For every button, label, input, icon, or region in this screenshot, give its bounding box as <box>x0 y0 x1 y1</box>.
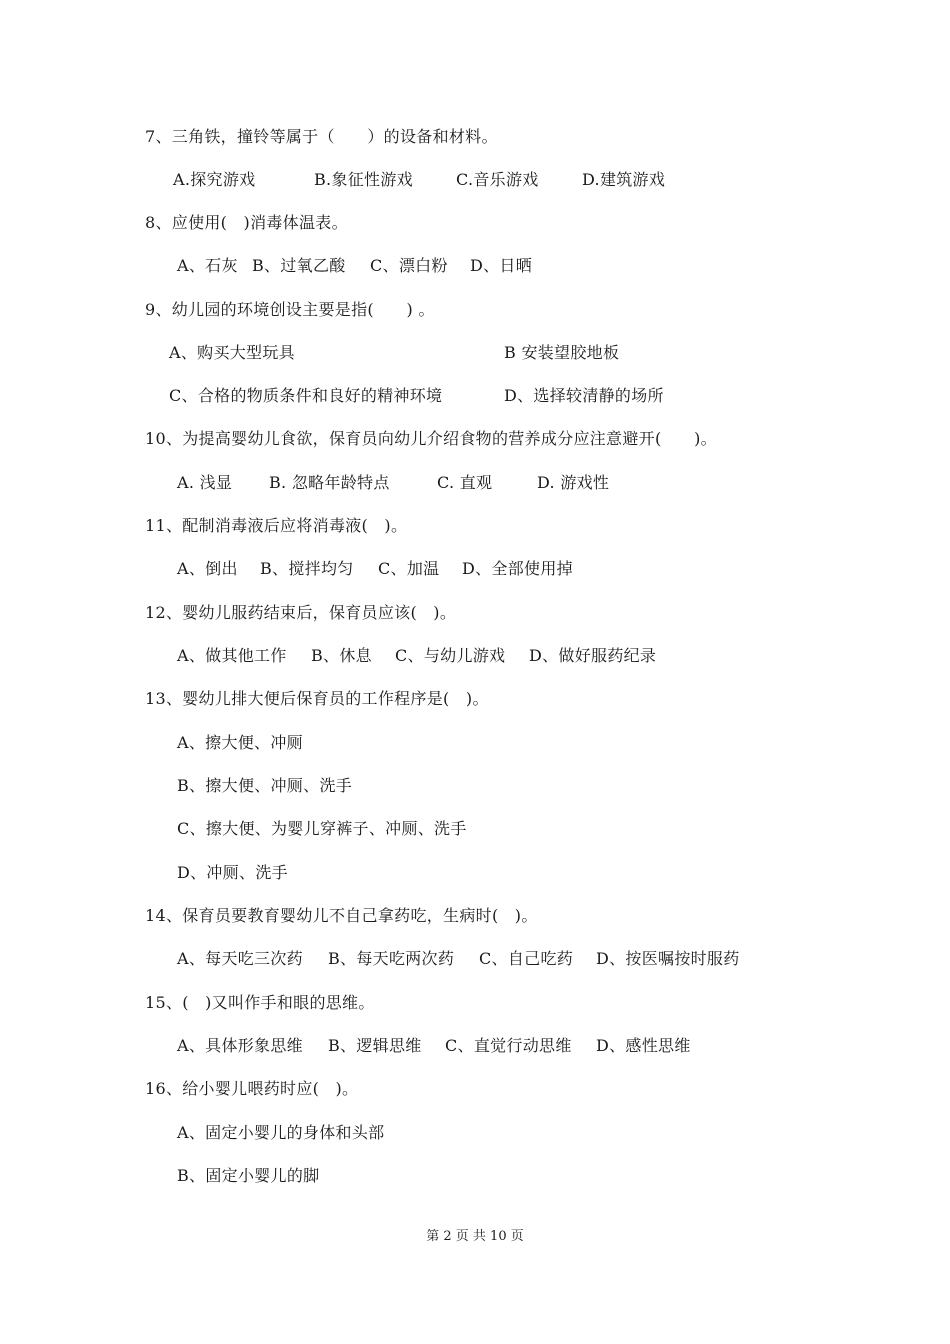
question-7-stem: 7、三角铁，撞铃等属于（ ）的设备和材料。 <box>145 127 498 146</box>
question-9-option-b: B 安装望胶地板 <box>504 343 620 362</box>
question-12-stem: 12、婴幼儿服药结束后，保育员应该( )。 <box>145 603 457 622</box>
question-9-option-d: D、选择较清静的场所 <box>504 386 664 405</box>
question-14-option-a: A、每天吃三次药 <box>177 949 303 968</box>
question-11-option-d: D、全部使用掉 <box>462 559 573 578</box>
question-7-option-b: B.象征性游戏 <box>314 170 413 189</box>
question-15-option-a: A、具体形象思维 <box>177 1036 303 1055</box>
question-9-option-a: A、购买大型玩具 <box>169 343 295 362</box>
question-10-option-b: B. 忽略年龄特点 <box>269 473 390 492</box>
question-14-option-b: B、每天吃两次药 <box>328 949 455 968</box>
question-13-option-b: B、擦大便、冲厕、洗手 <box>177 776 353 795</box>
question-12-option-c: C、与幼儿游戏 <box>395 646 506 665</box>
question-15-option-b: B、逻辑思维 <box>328 1036 422 1055</box>
question-12-option-a: A、做其他工作 <box>177 646 287 665</box>
question-10-stem: 10、为提高婴幼儿食欲，保育员向幼儿介绍食物的营养成分应注意避开( )。 <box>145 429 717 448</box>
question-15-stem: 15、( )又叫作手和眼的思维。 <box>145 993 375 1012</box>
question-11-stem: 11、配制消毒液后应将消毒液( )。 <box>145 516 408 535</box>
question-13-option-c: C、擦大便、为婴儿穿裤子、冲厕、洗手 <box>177 819 467 838</box>
question-7-option-d: D.建筑游戏 <box>582 170 666 189</box>
question-13-option-d: D、冲厕、洗手 <box>177 863 288 882</box>
question-9-stem: 9、幼儿园的环境创设主要是指( ) 。 <box>145 300 435 319</box>
question-9-option-c: C、合格的物质条件和良好的精神环境 <box>169 386 443 405</box>
question-7-option-c: C.音乐游戏 <box>456 170 539 189</box>
question-16-option-a: A、固定小婴儿的身体和头部 <box>177 1123 385 1142</box>
question-16-option-b: B、固定小婴儿的脚 <box>177 1166 320 1185</box>
question-14-option-d: D、按医嘱按时服药 <box>596 949 740 968</box>
question-11-option-b: B、搅拌均匀 <box>260 559 354 578</box>
question-10-option-a: A. 浅显 <box>177 473 233 492</box>
question-12-option-b: B、休息 <box>311 646 372 665</box>
question-8-option-a: A、石灰 <box>177 256 238 275</box>
question-12-option-d: D、做好服药纪录 <box>529 646 657 665</box>
question-11-option-c: C、加温 <box>378 559 440 578</box>
question-10-option-c: C. 直观 <box>437 473 493 492</box>
question-15-option-d: D、感性思维 <box>596 1036 691 1055</box>
question-8-option-b: B、过氧乙酸 <box>252 256 346 275</box>
question-13-option-a: A、擦大便、冲厕 <box>177 733 303 752</box>
question-8-stem: 8、应使用( )消毒体温表。 <box>145 213 348 232</box>
question-14-option-c: C、自己吃药 <box>479 949 574 968</box>
question-14-stem: 14、保育员要教育婴幼儿不自己拿药吃，生病时( )。 <box>145 906 538 925</box>
page-number: 第 2 页 共 10 页 <box>426 1229 524 1244</box>
question-13-stem: 13、婴幼儿排大便后保育员的工作程序是( )。 <box>145 689 489 708</box>
question-15-option-c: C、直觉行动思维 <box>445 1036 572 1055</box>
question-10-option-d: D. 游戏性 <box>537 473 610 492</box>
question-7-option-a: A.探究游戏 <box>173 170 256 189</box>
question-8-option-d: D、日晒 <box>470 256 533 275</box>
question-11-option-a: A、倒出 <box>177 559 238 578</box>
question-8-option-c: C、漂白粉 <box>370 256 448 275</box>
question-16-stem: 16、给小婴儿喂药时应( )。 <box>145 1079 359 1098</box>
